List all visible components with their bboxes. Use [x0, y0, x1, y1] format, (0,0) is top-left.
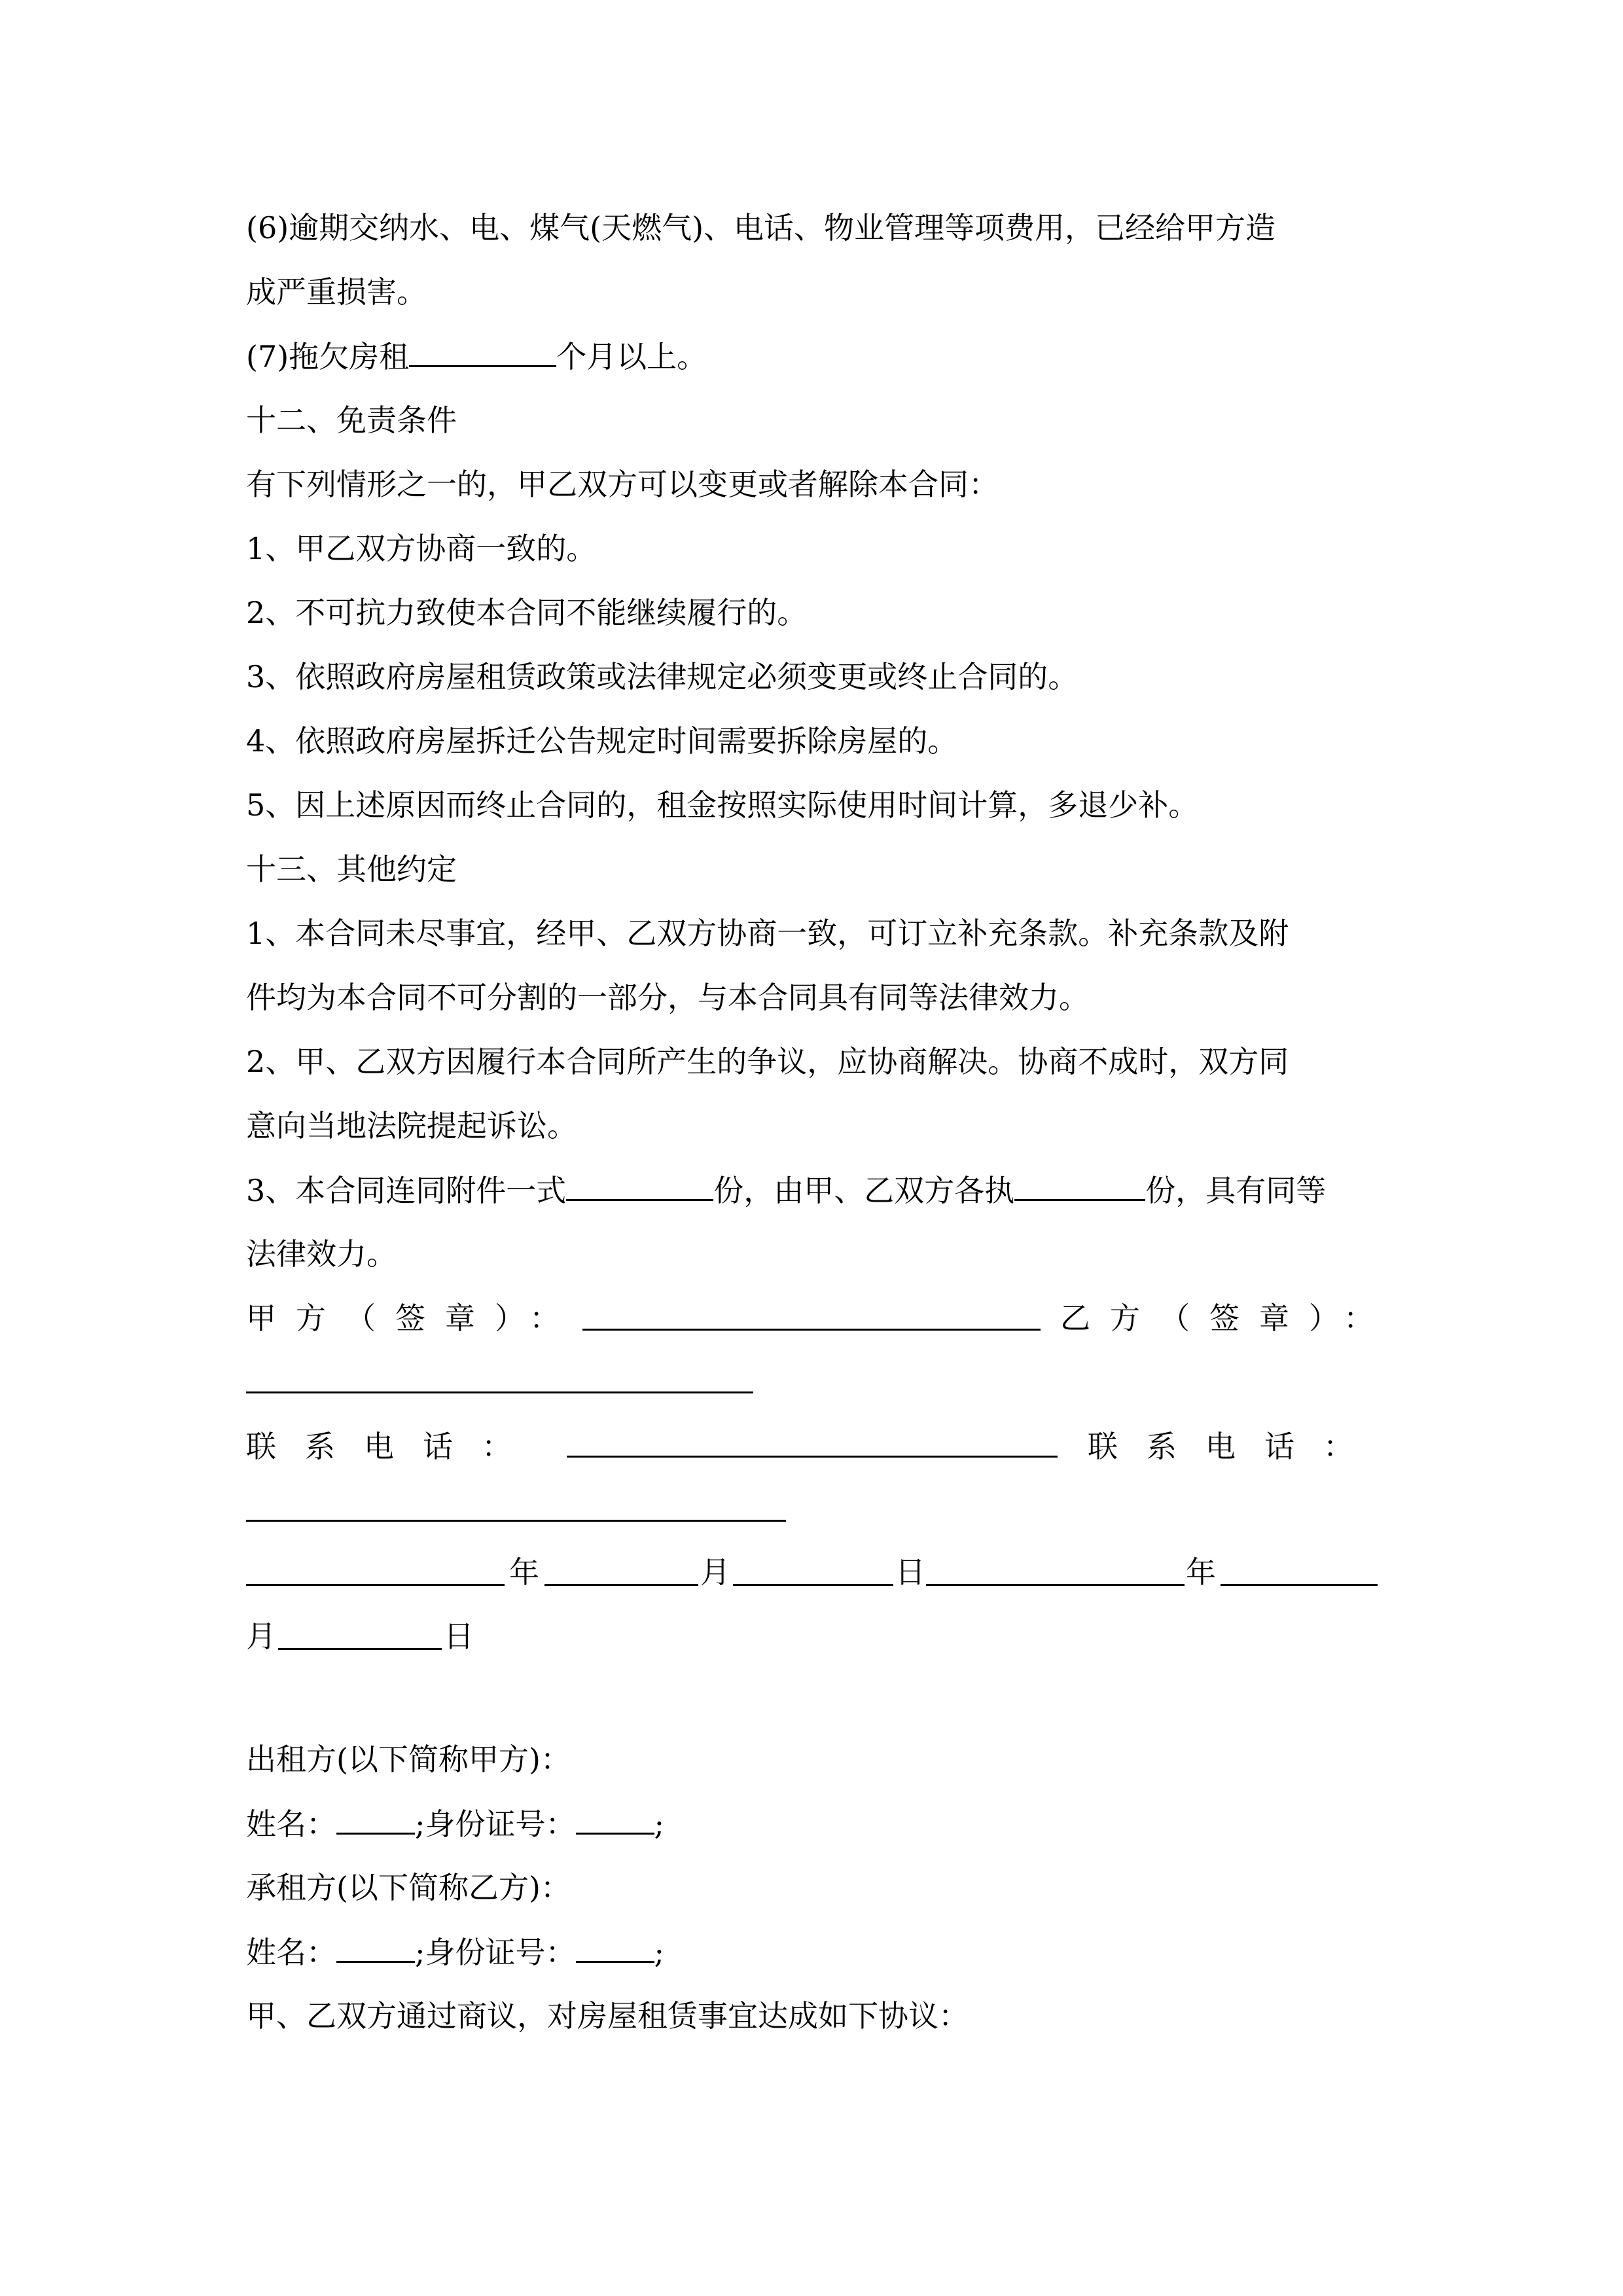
year-label-a: 年 [509, 1554, 539, 1590]
section-13-item-2: 2、甲、乙双方因履行本合同所产生的争议，应协商解决。协商不成时，双方同 [246, 1044, 1289, 1079]
section-12-item-3: 3、依照政府房屋租赁政策或法律规定必须变更或终止合同的。 [246, 659, 1079, 694]
party-a-signature-line[interactable] [582, 1329, 1041, 1331]
clause-7 [246, 336, 1378, 376]
lessor-id-line [246, 1804, 1378, 1844]
clause-7-suffix: 个月以上。 [556, 339, 707, 374]
lessee-heading: 承租方(以下简称乙方)： [246, 1870, 571, 1905]
copies-text: 3、本合同连同附件一式 [246, 1173, 567, 1208]
section-13-heading: 十三、其他约定 [246, 852, 457, 887]
section-12-intro: 有下列情形之一的，甲乙双方可以变更或者解除本合同： [246, 467, 999, 502]
lessee-id-line [246, 1932, 1378, 1972]
lessor-id-label: ;身份证号： [415, 1806, 576, 1842]
lessee-name-label: 姓名： [246, 1935, 336, 1970]
month-label-a: 月 [700, 1554, 730, 1590]
day-label-a: 日 [895, 1554, 925, 1590]
section-13-item-2-cont: 意向当地法院提起诉讼。 [246, 1108, 577, 1143]
party-a-month-blank[interactable] [544, 1584, 698, 1586]
party-b-phone-label: 联系电话： [1088, 1429, 1382, 1464]
party-b-signature-label: 乙方（签章）： [1060, 1300, 1393, 1336]
lessor-name-label: 姓名： [246, 1806, 336, 1842]
party-b-month-blank[interactable] [1221, 1584, 1378, 1586]
party-a-phone-line[interactable] [567, 1456, 1058, 1458]
lessee-id-label: ;身份证号： [415, 1935, 576, 1970]
clause-7-text: (7)拖欠房租 [246, 339, 410, 374]
section-13-item-3 [246, 1170, 1378, 1210]
party-a-day-blank[interactable] [733, 1584, 893, 1586]
party-a-signature-label: 甲方（签章）： [246, 1300, 579, 1336]
lessor-end: ; [654, 1806, 664, 1842]
lessor-heading: 出租方(以下简称甲方)： [246, 1742, 571, 1777]
section-13-item-3-cont: 法律效力。 [246, 1236, 397, 1272]
months-blank[interactable] [409, 336, 556, 367]
party-a-year-blank[interactable] [246, 1584, 505, 1586]
party-b-phone-line[interactable] [246, 1520, 786, 1522]
copies-each-text: 份，由甲、乙双方各执 [713, 1173, 1015, 1208]
lessor-name-blank[interactable] [336, 1804, 415, 1835]
lessee-end: ; [654, 1935, 664, 1970]
section-13-item-1: 1、本合同未尽事宜，经甲、乙双方协商一致，可订立补充条款。补充条款及附 [246, 916, 1289, 951]
section-13-item-1-cont: 件均为本合同不可分割的一部分，与本合同具有同等法律效力。 [246, 980, 1089, 1015]
clause-6-cont: 成严重损害。 [246, 274, 427, 310]
lessor-id-blank[interactable] [576, 1804, 654, 1835]
clause-6: (6)逾期交纳水、电、煤气(天燃气)、电话、物业管理等项费用，已经给甲方造 [246, 210, 1276, 245]
lessee-name-blank[interactable] [336, 1932, 415, 1963]
agreement-intro: 甲、乙双方通过商议，对房屋租赁事宜达成如下协议： [246, 1998, 969, 2034]
party-b-day-blank[interactable] [278, 1648, 442, 1650]
day-label-b: 日 [444, 1619, 474, 1654]
party-b-year-blank[interactable] [926, 1584, 1185, 1586]
copies-total-blank[interactable] [566, 1170, 713, 1201]
section-12-item-2: 2、不可抗力致使本合同不能继续履行的。 [246, 595, 808, 630]
section-12-heading: 十二、免责条件 [246, 403, 457, 438]
copies-each-blank[interactable] [1014, 1170, 1145, 1201]
section-12-item-1: 1、甲乙双方协商一致的。 [246, 531, 597, 566]
party-a-phone-label: 联系电话： [246, 1429, 541, 1464]
party-b-signature-line[interactable] [246, 1391, 753, 1393]
copies-suffix: 份，具有同等 [1145, 1173, 1327, 1208]
section-12-item-5: 5、因上述原因而终止合同的，租金按照实际使用时间计算，多退少补。 [246, 787, 1199, 823]
lessee-id-blank[interactable] [576, 1932, 654, 1963]
section-12-item-4: 4、依照政府房屋拆迁公告规定时间需要拆除房屋的。 [246, 723, 958, 759]
year-label-b: 年 [1186, 1554, 1216, 1590]
month-label-b: 月 [246, 1619, 276, 1654]
